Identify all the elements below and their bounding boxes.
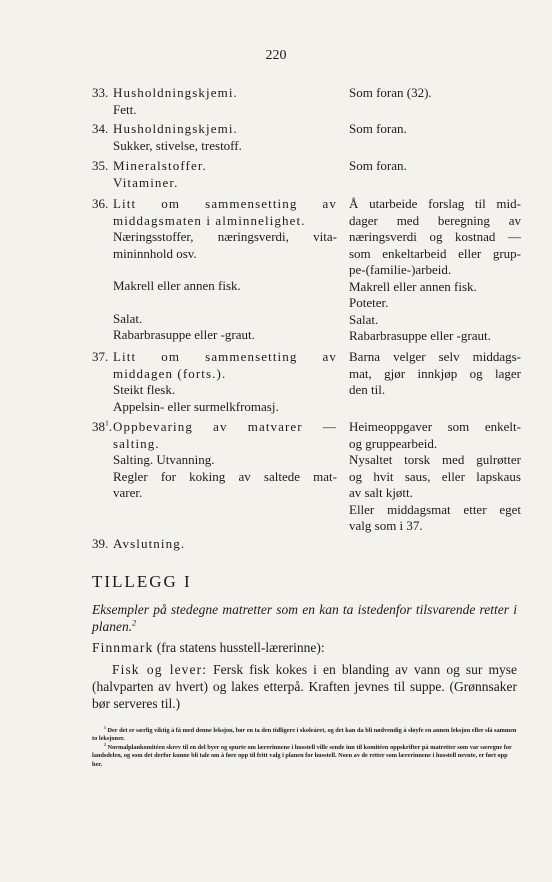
lesson-number: 37. [92,349,109,364]
activity-text: som enkeltarbeid eller grup- [349,245,521,261]
lesson-topic [113,158,353,191]
lesson-heading: Avslutning. [113,536,186,551]
lesson-text: Makrell eller annen fisk. [113,278,241,293]
lesson-text: Salting. Utvanning. [113,452,215,467]
region-heading: Finnmark (fra statens husstell-lærerinne): [92,640,325,655]
lesson-heading: Husholdningskjemi. [113,85,238,100]
lesson-heading: Oppbevaring av matvarer — [113,419,337,434]
lesson-topic [113,536,353,553]
lesson-number: $38^1$. [92,418,113,434]
page-number: 220 [265,48,287,63]
activity-text: Nysaltet torsk med gulrøtter [349,452,521,467]
lesson-topic [113,121,353,154]
activity-text: valg som i 37. [349,518,423,533]
activity-text: av salt kjøtt. [349,485,413,500]
recipe-title: Fisk og lever: [112,662,208,677]
lesson-number: 39. [92,536,109,551]
lesson-heading: Husholdningskjemi. [113,121,238,136]
activity-text: og gruppearbeid. [349,435,438,451]
lesson-text: Fett. [113,101,137,117]
lesson-number: 33. [92,85,109,100]
activity-text: Barna velger selv middags- [349,349,521,364]
footnote: $^1$ Der det er særlig viktig å få med denne leksjon, bør en ta den tidligere i skoleåret, og det kan da bli nødvendig å sløyfe en annen leksjon eller slå sammen to leksjoner. [92,725,517,743]
activity-text: den til. [349,382,386,397]
lesson-number: 35. [92,158,109,173]
lesson-heading: Litt om sammensetting av [113,349,337,364]
footnotes [92,727,517,769]
recipe-paragraph [92,661,517,712]
lesson-activity [349,349,521,399]
lesson-heading: middagsmaten i alminnelighet. [113,212,306,228]
lesson-activity [349,121,521,138]
activity-text: Salat. [349,311,379,327]
activity-text: Poteter. [349,295,389,310]
lesson-text: varer. [113,485,143,500]
lesson-heading: Mineralstoffer. [113,158,207,173]
lesson-heading: middagen (forts.). [113,365,227,381]
lesson-topic [113,349,337,415]
lesson-number: 36. [92,196,109,211]
footnote-ref: 2 [132,618,137,628]
lesson-heading: Vitaminer. [113,174,179,190]
activity-text: dager med beregning av [349,212,521,228]
lesson-activity [349,419,521,535]
activity-text: mat, gjør innkjøp og lager [349,365,521,381]
activity-text: Å utarbeide forslag til mid- [349,196,521,211]
lesson-text: Rabarbrasuppe eller -graut. [113,327,255,342]
activity-text: Heimeoppgaver som enkelt- [349,419,521,434]
footnote: $^2$ Normalplankomitéen skrev til en del byer og spurte om lærerinnene i husstell ville sende inn til komitéen oppskrifter på matretter som var særegne for landsdelen, og som det derfor kunne bli tale om å føre opp til fritt valg i planen for husstell. Noen av de retter som lærerinnene i husstell nevnte, er ført opp her. [92,742,512,768]
activity-text: pe-(familie-)arbeid. [349,262,452,277]
lesson-text: Næringsstoffer, næringsverdi, vita- [113,229,337,244]
lesson-activity [349,158,521,175]
lesson-topic [113,419,337,502]
activity-text: Som foran (32). [349,85,432,100]
lesson-text: Appelsin- eller surmelkfromasj. [113,398,279,414]
activity-text: og hvit saus, eller lapskaus [349,468,521,484]
lesson-heading: Litt om sammensetting av [113,196,337,211]
section-intro: Eksempler på stedegne matretter som en kan ta istedenfor tilsvarende retter i planen.$^2$ [92,602,517,634]
activity-text: Eller middagsmat etter eget [349,501,521,517]
footnote-ref: 1 [105,418,109,428]
lesson-text: Sukker, stivelse, trestoff. [113,137,242,153]
section-title: TILLEGG I [92,572,192,591]
lesson-number: 34. [92,121,109,136]
lesson-text: mininnhold osv. [113,245,197,261]
lesson-activity [349,85,521,102]
activity-text: næringsverdi og kostnad — [349,229,521,244]
lesson-topic [113,196,337,344]
lesson-topic [113,85,353,118]
activity-text: Makrell eller annen fisk. [349,278,477,294]
lesson-text: Salat. [113,310,143,326]
lesson-text: Regler for koking av saltede mat- [113,468,337,484]
region-name: Finnmark [92,640,154,655]
activity-text: Som foran. [349,121,407,136]
lesson-text: Steikt flesk. [113,382,176,397]
recipe-text: Fersk fisk kokes i en blanding av vann og sur myse (halvparten av hvert) og lakes etterpå. Kraften jevnes til suppe. (Grønnsaker bør serveres til.) [92,662,517,711]
activity-text: Rabarbrasuppe eller -graut. [349,328,491,343]
lesson-heading: salting. [113,435,160,451]
activity-text: Som foran. [349,158,407,173]
lesson-activity [349,196,521,345]
